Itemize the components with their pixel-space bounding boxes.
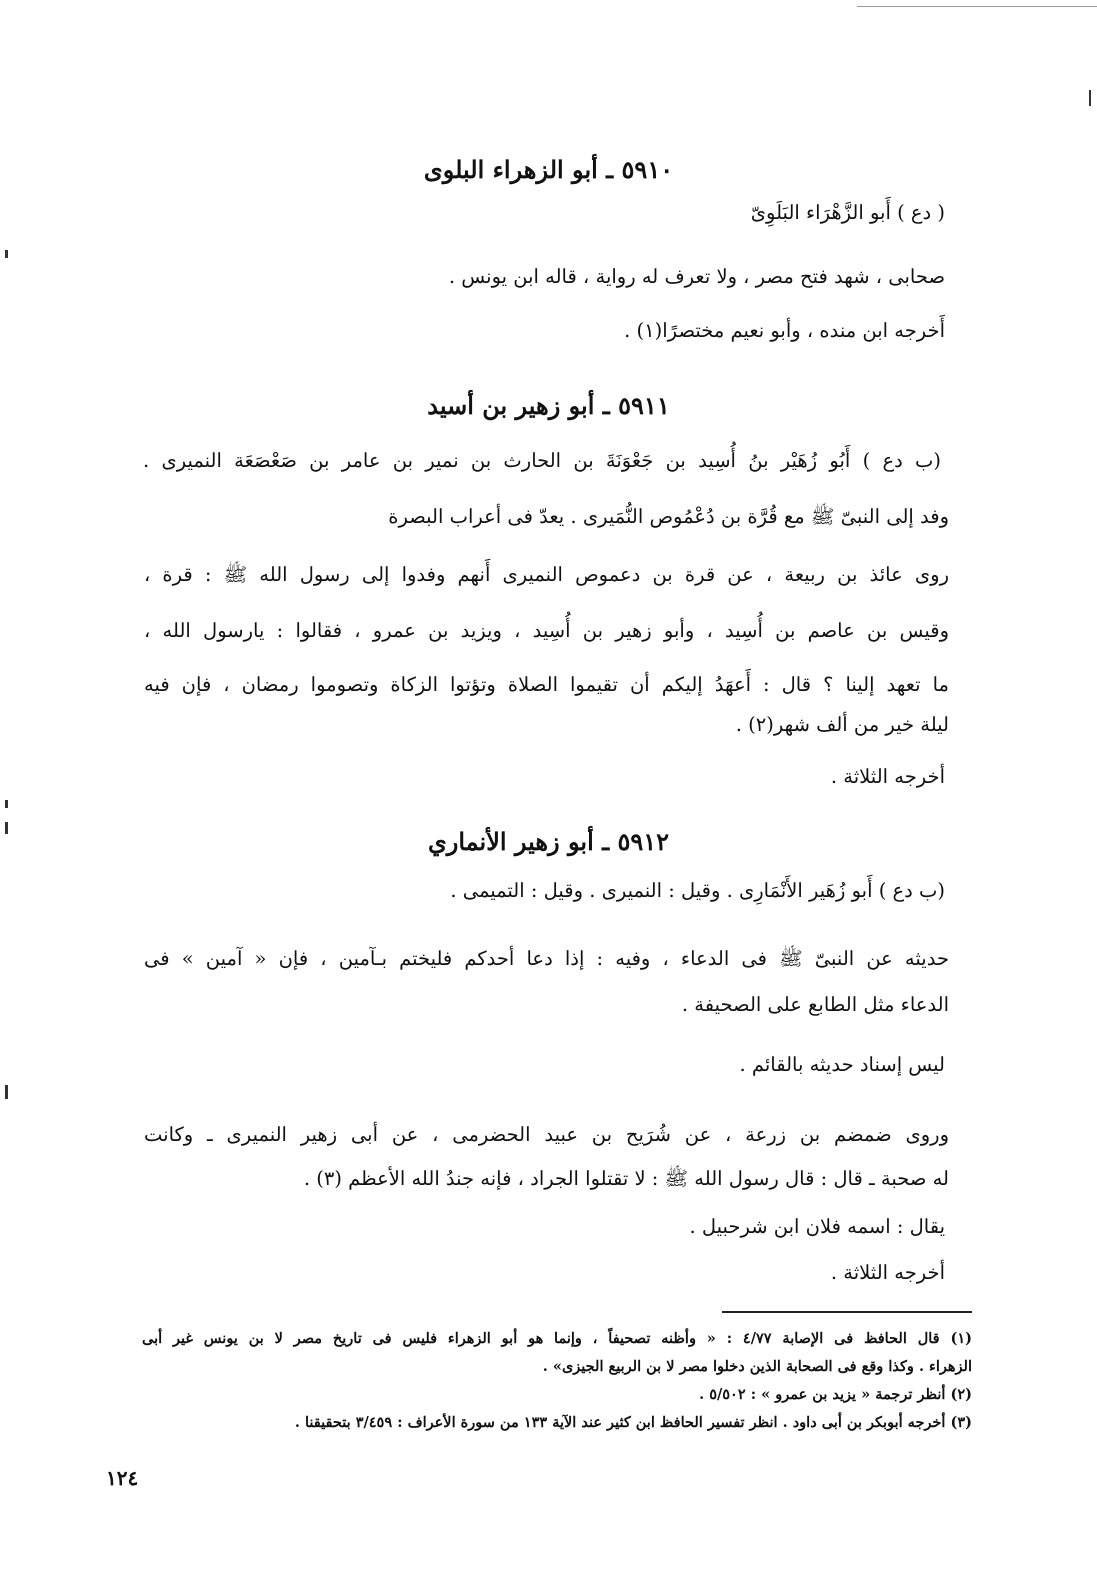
margin-mark [5, 1085, 8, 1099]
entry-heading: ٥٩١٢ ـ أبو زهير الأنماري [427, 827, 670, 856]
page-number: ١٢٤ [106, 1466, 139, 1490]
entry-line: ليس إسناد حديثه بالقائم . [739, 1053, 945, 1076]
margin-mark [5, 800, 8, 808]
entry-line: حديثه عن النبىّ ﷺ فى الدعاء ، وفيه : إذا دعا أحدكم فليختم بـآمين ، فإن « آمين » فى [144, 947, 949, 970]
footnote: (١) قال الحافظ فى الإصابة ٤/٧٧ : « وأظنه تصحيفاً ، وإنما هو أبو الزهراء فليس فى تاريخ مصر لا بن يونس غير أبى [142, 1330, 972, 1347]
footnote: الزهراء . وكذا وقع فى الصحابة الذين دخلوا مصر لا بن الربيع الجيزى» . [542, 1358, 972, 1375]
entry-line: ما تعهد إلينا ؟ قال : أَعهَدُ إليكم أن تقيموا الصلاة وتؤتوا الزكاة وتصوموا رمضان ، فإن فيه [144, 673, 949, 696]
entry-line: الدعاء مثل الطابع على الصحيفة . [681, 993, 949, 1016]
entry-heading: ٥٩١٠ ـ أبو الزهراء البلوى [423, 155, 674, 184]
entry-heading: ٥٩١١ ـ أبو زهير بن أسيد [427, 391, 670, 420]
entry-line: صحابى ، شهد فتح مصر ، ولا تعرف له رواية ، قاله ابن يونس . [448, 265, 945, 288]
footnote-rule [722, 1311, 972, 1313]
entry-line: أخرجه الثلاثة . [830, 1261, 945, 1284]
entry-line: (ب دع ) أَبو زُهَير الأَنْمَارِى . وقيل : النميرى . وقيل : التميمى . [450, 879, 945, 902]
entry-line: وقيس بن عاصم بن أُسِيد ، وأبو زهير بن أُسِيد ، ويزيد بن عمرو ، فقالوا : يارسول الله ، [144, 619, 949, 642]
entry-line: ( دع ) أَبو الزَّهْرَاء البَلَوِىّ [750, 201, 945, 224]
entry-line: يقال : اسمه فلان ابن شرحبيل . [689, 1215, 945, 1238]
margin-mark [5, 250, 8, 258]
entry-line: أَخرجه ابن منده ، وأبو نعيم مختصرًا(١) . [624, 319, 945, 342]
entry-line: (ب دع ) أَبُو زُهَيْر بنُ أُسِيد بن جَعْوَنَةَ بن الحارث بن نمير بن عامر بن صَعْصَعَة النميرى . [143, 449, 941, 472]
footnote: (٢) أنظر ترجمة « يزيد بن عمرو » : ٥/٥٠٢ . [699, 1386, 972, 1403]
entry-line: وفد إلى النبىّ ﷺ مع قُرَّة بن دُعْمُوص النُّمَيرى . يعدّ فى أعراب البصرة [388, 505, 949, 528]
entry-line: أخرجه الثلاثة . [830, 765, 945, 788]
entry-line: ليلة خير من ألف شهر(٢) . [735, 713, 949, 736]
entry-line: له صحبة ـ قال : قال رسول الله ﷺ : لا تقتلوا الجراد ، فإنه جندُ الله الأعظم (٣) . [303, 1167, 949, 1190]
entry-line: وروى ضمضم بن زرعة ، عن شُرَيح بن عبيد الحضرمى ، عن أبى زهير النميرى ـ وكانت [144, 1123, 949, 1146]
top-rule [857, 6, 1097, 7]
footnote: (٣) أخرجه أبوبكر بن أبى داود . انظر تفسير الحافظ ابن كثير عند الآية ١٣٣ من سورة الأعراف : ٣/٤٥٩ بتحقيقنا . [294, 1414, 972, 1431]
margin-mark [1089, 90, 1091, 106]
entry-line: روى عائذ بن ربيعة ، عن قرة بن دعموص النميرى أَنهم وفدوا إلى رسول الله ﷺ : قرة ، [144, 563, 949, 586]
